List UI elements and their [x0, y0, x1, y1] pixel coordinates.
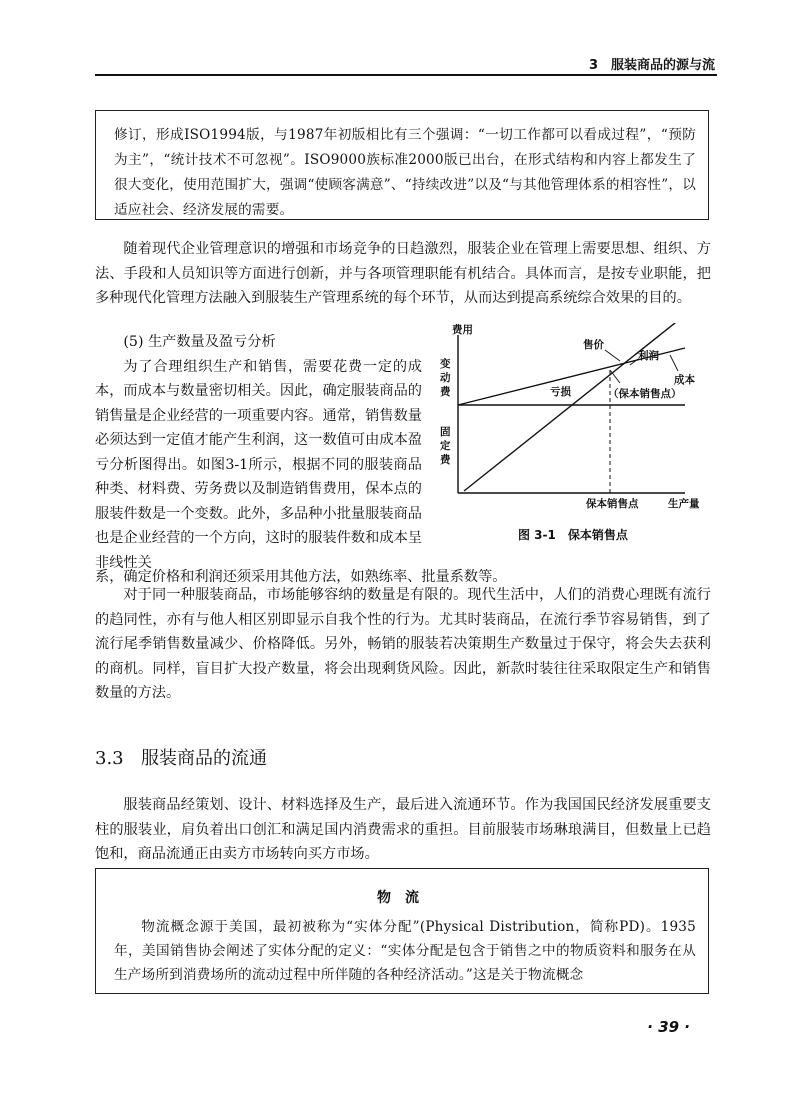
paragraph-breakeven: 为了合理组织生产和销售，需要花费一定的成本，而成本与数量密切相关。因此，确定服装商品的销售量是企业经营的一项重要内容。通常，销售数量必须达到一定值才能产生利润，这一数值可由成本盈亏分析图得出。如图3-1所示，根据不同的服装商品种类、材料费、劳务费以及制造销售费用，保本点的服装件数是一个变数。此外，多品种小批量服装商品也是企业经营的一个方向，这时的服装件数和成本呈非线性关	[95, 358, 422, 571]
header-rule	[95, 74, 717, 76]
iso-note-text: 修订，形成ISO1994版，与1987年初版相比有三个强调：“一切工作都可以看成过程”，“预防为主”，“统计技术不可忽视”。ISO9000族标准2000版已出台，在形式结构和内容上都发生了很大变化，使用范围扩大，强调“使顾客满意”、“持续改进”以及“与其他管理体系的相容性”，以适应社会、经济发展的需要。	[114, 127, 696, 218]
logistics-title: 物流	[377, 890, 433, 906]
price-label: 售价	[583, 339, 604, 351]
iso-note-box	[95, 110, 709, 220]
paragraph-market: 对于同一种服装商品，市场能够容纳的数量是有限的。现代生活中，人们的消费心理既有流行的趋同性，亦有与他人相区别即显示自我个性的行为。尤其时装商品，在流行季节容易销售，到了流行尾季销售数量减少、价格降低。另外，畅销的服装若决策期生产数量过于保守，将会失去获利的商机。同样，盲目扩大投产数量，将会出现剩货风险。因此，新款时装往往采取限定生产和销售数量的方法。	[95, 587, 711, 701]
profit-label: 利润	[638, 350, 659, 362]
sub-heading: (5) 生产数量及盈亏分析	[123, 334, 276, 350]
fixed-cost-char-2: 定	[440, 440, 451, 452]
running-header	[95, 52, 717, 76]
variable-cost-char-2: 动	[440, 372, 451, 384]
variable-cost-char-1: 变	[440, 358, 451, 370]
chapter-header: 3 服装商品的源与流	[588, 58, 715, 73]
section-number: 3.3	[95, 748, 124, 769]
breakeven-point-label: （保本销售点）	[608, 388, 682, 400]
revenue-line	[464, 323, 685, 491]
paragraph-breakeven-cont: 系，确定价格和利润还须采用其他方法，如熟练率、批量系数等。	[95, 569, 507, 585]
breakeven-chart-svg	[430, 323, 720, 523]
breakeven-chart	[430, 323, 720, 523]
section-title: 服装商品的流通	[141, 748, 267, 769]
logistics-text: 物流概念源于美国，最初被称为“实体分配”(Physical Distribution，简称PD)。1935年，美国销售协会阐述了实体分配的定义：“实体分配是包含于销售之中的物质资料和服务在从生产场所到消费场所的流动过程中所伴随的各种经济活动。”这是关于物流概念	[114, 919, 696, 983]
y-axis-label: 费用	[452, 324, 473, 336]
fixed-cost-char-1: 固	[440, 426, 451, 438]
breakeven-x-label: 保本销售点	[586, 498, 639, 510]
paragraph-management: 随着现代企业管理意识的增强和市场竞争的日趋激烈，服装企业在管理上需要思想、组织、方法、手段和人员知识等方面进行创新，并与各项管理职能有机结合。具体而言，是按专业职能，把多种现代化管理方法融入到服装生产管理系统的每个环节，从而达到提高系统综合效果的目的。	[95, 241, 711, 306]
x-axis-label: 生产量	[668, 498, 700, 510]
variable-cost-char-3: 费	[440, 386, 451, 398]
figure-caption: 图 3-1 保本销售点	[518, 528, 628, 542]
page-number: · 39 ·	[647, 1018, 690, 1036]
cost-leader	[670, 355, 678, 371]
paragraph-circulation: 服装商品经策划、设计、材料选择及生产，最后进入流通环节。作为我国国民经济发展重要支柱的服装业，肩负着出口创汇和满足国内消费需求的重担。目前服装市场琳琅满目，但数量上已趋饱和，商品流通正由卖方市场转向买方市场。	[95, 797, 711, 862]
breakeven-leader	[610, 370, 620, 383]
breakeven-column	[95, 330, 422, 575]
logistics-box	[95, 868, 709, 994]
price-leader	[605, 350, 620, 361]
fixed-cost-char-3: 费	[440, 454, 451, 466]
loss-label: 亏损	[550, 386, 571, 398]
section-heading	[95, 744, 267, 770]
cost-label: 成本	[674, 374, 695, 386]
